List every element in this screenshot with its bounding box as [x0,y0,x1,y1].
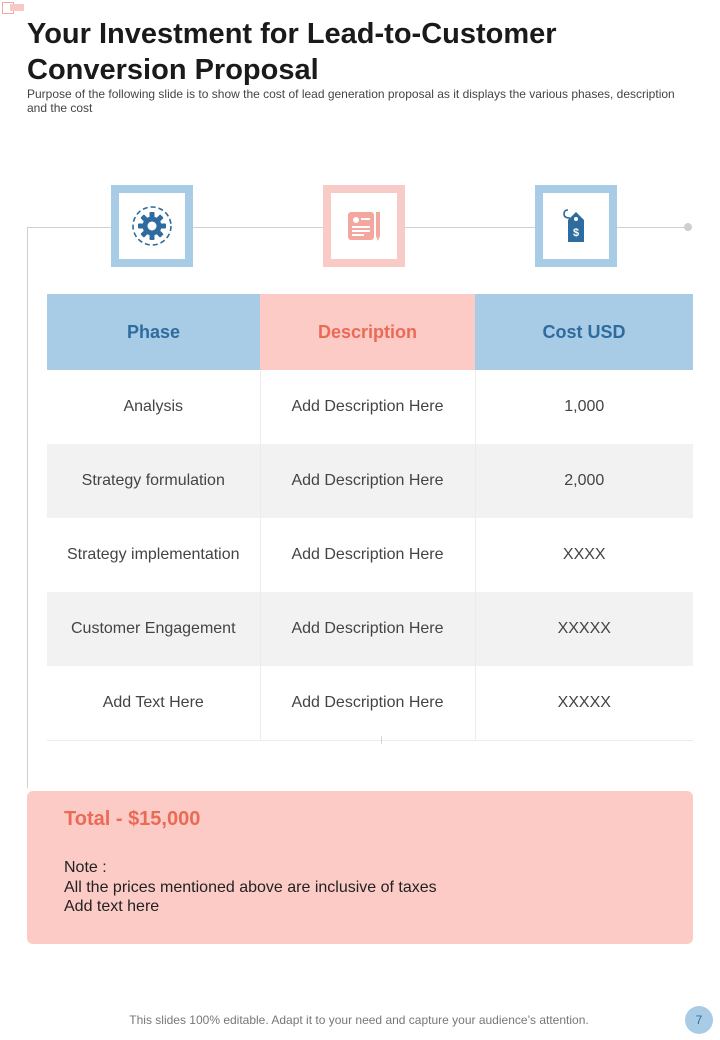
note-label: Note : [64,859,107,876]
table-row [47,592,693,666]
page-title: Your Investment for Lead-to-Customer Conversion Proposal [27,18,557,86]
svg-text:$: $ [572,227,580,239]
gear-icon [130,204,174,248]
total-box [27,791,693,944]
cell-phase: Strategy formulation [47,444,260,518]
cell-description: Add Description Here [260,370,475,444]
cell-description: Add Description Here [260,444,475,518]
table-row [47,666,693,741]
note-line: Add text here [64,898,160,915]
page-number: 7 [685,1006,713,1034]
cost-table [47,294,693,741]
note-block [64,858,437,917]
cell-phase: Strategy implementation [47,518,260,592]
table-tick-mark [381,736,382,744]
note-line: All the prices mentioned above are inclusive of taxes [64,878,437,896]
document-pen-icon [344,206,384,246]
cell-phase: Add Text Here [47,666,260,741]
table-header-row [47,294,693,370]
price-tag-dollar-icon [556,206,596,246]
corner-mark [2,2,24,14]
cell-description: Add Description Here [260,592,475,666]
frame-dot [684,223,692,231]
page-subtitle: Purpose of the following slide is to show the cost of lead generation proposal as it displays the various phases, description and the cost [27,87,675,115]
header-description: Description [260,294,475,370]
cell-cost: XXXXX [475,666,693,741]
footer-text: This slides 100% editable. Adapt it to your need and capture your audience’s attention. [129,1013,589,1027]
cell-description: Add Description Here [260,666,475,741]
cell-description: Add Description Here [260,518,475,592]
table-row [47,518,693,592]
cell-cost: 1,000 [564,398,605,415]
icon-box-phase [111,185,193,267]
icon-box-cost [535,185,617,267]
header-phase: Phase [47,294,260,370]
cell-phase: Analysis [47,370,260,444]
header-cost: Cost USD [475,294,693,370]
icon-box-description [323,185,405,267]
table-row [47,444,693,518]
cell-cost: XXXX [562,546,606,563]
cell-phase: Customer Engagement [47,592,260,666]
table-row [47,370,693,444]
total-title: Total - $15,000 [64,808,201,830]
cell-cost: XXXXX [475,592,693,666]
cell-cost: 2,000 [475,444,693,518]
